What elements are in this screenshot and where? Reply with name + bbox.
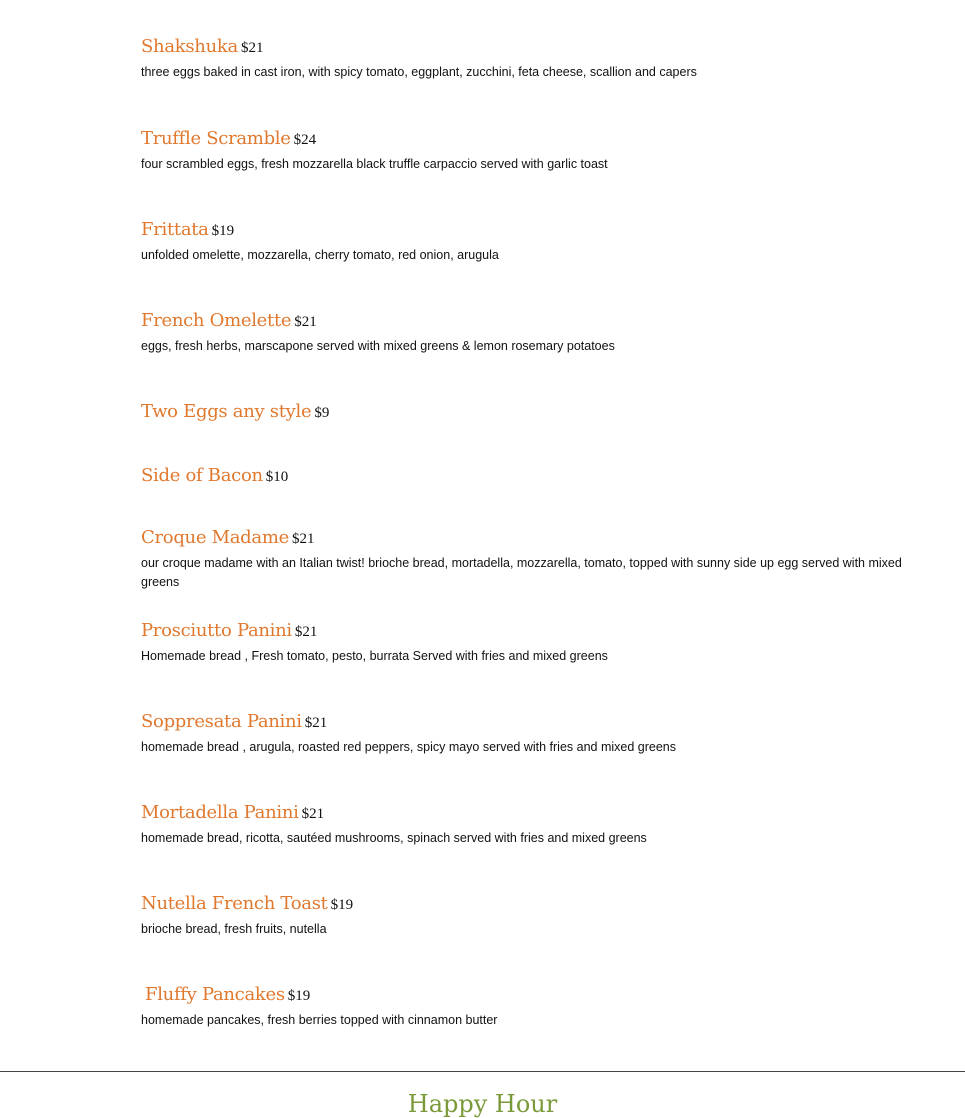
item-price: $24 bbox=[293, 132, 317, 148]
item-name: Two Eggs any style bbox=[141, 401, 312, 422]
menu-item-mortadella-panini bbox=[141, 800, 931, 848]
item-name: Truffle Scramble bbox=[141, 128, 291, 149]
item-price: $21 bbox=[301, 806, 325, 822]
item-name: Fluffy Pancakes bbox=[145, 984, 285, 1005]
item-price: $19 bbox=[287, 988, 311, 1004]
item-price: $21 bbox=[304, 715, 328, 731]
section-divider bbox=[0, 1071, 965, 1072]
item-description: Homemade bread , Fresh tomato, pesto, burrata Served with fries and mixed greens bbox=[141, 649, 608, 663]
menu-item-two-eggs bbox=[141, 399, 931, 426]
item-name: Shakshuka bbox=[141, 36, 238, 57]
item-price: $10 bbox=[265, 469, 289, 485]
item-price: $21 bbox=[294, 624, 318, 640]
item-name: Croque Madame bbox=[141, 527, 289, 548]
menu-item-fluffy-pancakes bbox=[141, 982, 931, 1030]
item-description: homemade pancakes, fresh berries topped with cinnamon butter bbox=[141, 1013, 498, 1027]
item-description: four scrambled eggs, fresh mozzarella black truffle carpaccio served with garlic toast bbox=[141, 157, 608, 171]
item-price: $21 bbox=[240, 40, 264, 56]
item-name: Soppresata Panini bbox=[141, 711, 302, 732]
menu-item-nutella-french-toast bbox=[141, 891, 931, 939]
item-price: $19 bbox=[211, 223, 235, 239]
item-description: unfolded omelette, mozzarella, cherry tomato, red onion, arugula bbox=[141, 248, 499, 262]
section-heading-happy-hour: Happy Hour bbox=[407, 1090, 558, 1118]
item-description: eggs, fresh herbs, marscapone served with mixed greens & lemon rosemary potatoes bbox=[141, 339, 615, 353]
item-name: Mortadella Panini bbox=[141, 802, 299, 823]
item-description: three eggs baked in cast iron, with spicy tomato, eggplant, zucchini, feta cheese, scallion and capers bbox=[141, 65, 697, 79]
item-name: Prosciutto Panini bbox=[141, 620, 292, 641]
item-price: $21 bbox=[294, 314, 317, 330]
menu-item-soppresata-panini bbox=[141, 709, 931, 757]
item-description: homemade bread, ricotta, sautéed mushrooms, spinach served with fries and mixed greens bbox=[141, 831, 647, 845]
item-description: our croque madame with an Italian twist! brioche bread, mortadella, mozzarella, tomato, topped with sunny side up egg served with mixed greens bbox=[141, 556, 902, 589]
menu-item-shakshuka bbox=[141, 34, 931, 82]
item-description: brioche bread, fresh fruits, nutella bbox=[141, 922, 327, 936]
menu-item-croque-madame bbox=[141, 525, 931, 592]
menu-item-prosciutto-panini bbox=[141, 618, 931, 666]
item-price: $19 bbox=[330, 897, 354, 913]
menu-item-french-omelette bbox=[141, 308, 931, 356]
item-name: Side of Bacon bbox=[141, 465, 263, 486]
item-price: $21 bbox=[291, 531, 315, 547]
menu-item-side-of-bacon bbox=[141, 463, 931, 490]
menu-item-frittata bbox=[141, 217, 931, 265]
item-description: homemade bread , arugula, roasted red peppers, spicy mayo served with fries and mixed greens bbox=[141, 740, 677, 754]
item-name: French Omelette bbox=[141, 310, 292, 331]
item-name: Nutella French Toast bbox=[141, 893, 328, 914]
menu-item-truffle-scramble bbox=[141, 126, 931, 174]
item-name: Frittata bbox=[141, 219, 209, 240]
item-price: $9 bbox=[314, 405, 330, 421]
